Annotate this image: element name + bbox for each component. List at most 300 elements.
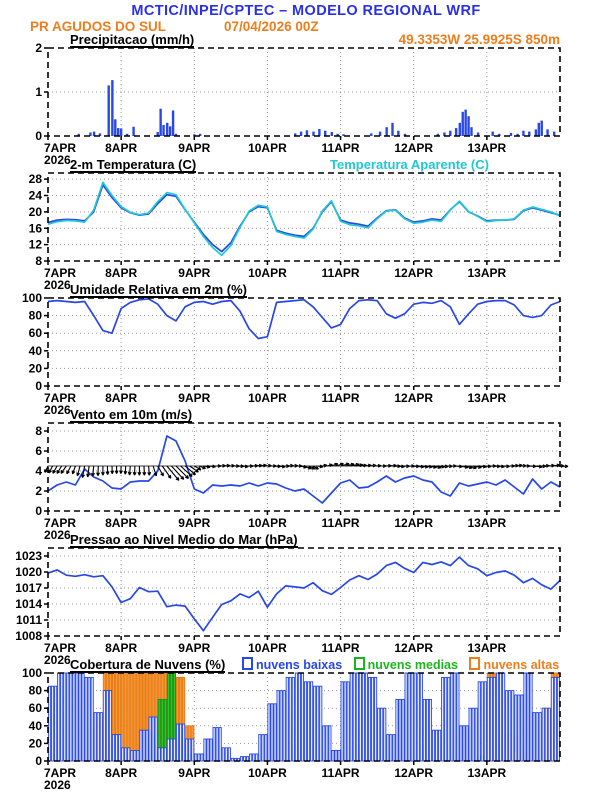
x-tick-label: 7APR	[44, 641, 77, 655]
cloud-bar	[301, 673, 303, 761]
y-tick-label: 0	[35, 504, 42, 518]
cloud-bar	[414, 673, 416, 761]
x-tick-label: 8APR	[105, 391, 138, 405]
cloud-bar	[58, 673, 60, 761]
wind-arrow	[133, 466, 136, 475]
high-clouds-swatch-icon	[469, 657, 480, 670]
y-tick-label: 40	[28, 718, 42, 733]
wind-arrow	[318, 465, 323, 468]
cloud-bar	[393, 735, 395, 761]
cloud-bar	[545, 708, 547, 761]
cloud-bar	[140, 730, 142, 761]
cloud-bar	[70, 673, 72, 761]
cloud-bar	[158, 748, 160, 761]
cloud-bar	[61, 673, 63, 761]
legend-item-mid-clouds: nuvens medias	[354, 658, 458, 672]
cloud-bar	[381, 708, 383, 761]
precip-bar	[306, 130, 308, 136]
y-tick-label: 2	[35, 484, 42, 498]
cloud-bar	[146, 730, 148, 761]
x-tick-label: 8APR	[105, 266, 138, 280]
cloud-bar	[192, 739, 194, 761]
cloud-bar	[100, 713, 102, 761]
x-tick-label: 10APR	[248, 766, 287, 780]
cloud-bar	[445, 677, 447, 761]
cloud-bar	[298, 673, 300, 761]
cloud-bar	[426, 699, 428, 761]
cloud-bar	[106, 691, 108, 761]
x-tick-label: 7APR	[44, 516, 77, 530]
wind-arrow	[115, 466, 118, 474]
x-year-label: 2026	[44, 528, 71, 542]
series-line	[48, 185, 560, 252]
x-tick-label: 12APR	[394, 266, 434, 280]
cloud-bar	[109, 691, 111, 761]
y-tick-label: 8	[35, 254, 42, 268]
cloud-bar	[149, 717, 151, 761]
cloud-bar	[228, 748, 230, 761]
x-tick-label: 10APR	[248, 391, 287, 405]
cloud-bar	[439, 730, 441, 761]
precip-bar	[370, 133, 372, 136]
cloud-bar	[326, 726, 328, 761]
cloud-bar	[164, 748, 166, 761]
y-tick-label: 60	[28, 326, 42, 341]
x-tick-label: 9APR	[178, 141, 211, 155]
precip-bar	[464, 110, 466, 136]
precip-bar	[535, 129, 537, 136]
y-tick-label: 1011	[15, 613, 42, 627]
y-tick-label: 6	[35, 444, 42, 458]
station-name: PR AGUDOS DO SUL	[30, 19, 167, 34]
cloud-bar	[503, 673, 505, 761]
cloud-bar	[539, 713, 541, 761]
cloud-bar	[335, 750, 337, 761]
cloud-bar	[527, 673, 529, 761]
cloud-bar	[210, 739, 212, 761]
cloud-bar	[131, 673, 133, 761]
cloud-bar	[408, 673, 410, 761]
cloud-bar	[307, 682, 309, 761]
cloud-bar	[317, 686, 319, 761]
cloud-bar	[231, 758, 233, 761]
precip-bar	[114, 119, 116, 136]
cloud-bar	[134, 673, 136, 761]
y-tick-label: 1017	[15, 581, 42, 595]
cloud-bar	[88, 677, 90, 761]
humidity-series	[48, 299, 560, 339]
cloud-bar	[115, 735, 117, 761]
x-tick-label: 9APR	[178, 766, 211, 780]
cloud-bar	[201, 754, 203, 761]
x-tick-label: 13APR	[467, 141, 507, 155]
wind-arrow	[53, 466, 57, 473]
y-tick-label: 0	[35, 379, 42, 393]
cloud-bar	[493, 677, 495, 761]
x-tick-label: 11APR	[321, 516, 360, 530]
cloud-bar	[451, 673, 453, 761]
cloud-bar	[362, 673, 364, 761]
cloud-bar	[134, 750, 136, 761]
cloud-bar	[442, 677, 444, 761]
x-tick-label: 7APR	[44, 266, 77, 280]
x-tick-label: 7APR	[44, 391, 77, 405]
cloud-bar	[262, 735, 264, 761]
x-tick-label: 10APR	[248, 516, 287, 530]
x-tick-label: 13APR	[467, 391, 507, 405]
cloud-bar	[207, 739, 209, 761]
x-tick-label: 10APR	[248, 641, 287, 655]
cloud-bar	[125, 748, 127, 761]
y-tick-label: 2	[35, 41, 42, 55]
panel-title-humidity: Umidade Relativa em 2m (%)	[70, 282, 248, 297]
precip-bar	[108, 85, 110, 136]
x-year-label: 2026	[44, 778, 71, 792]
series-line	[48, 436, 560, 503]
y-tick-label: 24	[28, 188, 42, 203]
cloud-bar	[512, 691, 514, 761]
cloud-bar	[332, 750, 334, 761]
x-tick-label: 12APR	[394, 391, 434, 405]
y-tick-label: 100	[21, 291, 42, 305]
cloud-bar	[183, 724, 185, 761]
precip-bar	[391, 123, 393, 136]
x-tick-label: 7APR	[44, 766, 77, 780]
cloud-bar	[225, 748, 227, 761]
cloud-bar	[64, 673, 66, 761]
precip-bar	[331, 132, 333, 136]
cloud-bar	[76, 673, 78, 761]
cloud-bar	[496, 673, 498, 761]
y-tick-label: 80	[28, 308, 42, 323]
x-tick-label: 8APR	[105, 516, 138, 530]
panel-clouds	[0, 657, 612, 792]
cloud-bar	[423, 699, 425, 761]
wind-arrow	[111, 466, 114, 474]
wind-arrow	[124, 466, 127, 474]
precip-bar	[318, 129, 320, 136]
cloud-bar	[271, 704, 273, 761]
precip-bar	[455, 128, 457, 136]
panel-title-clouds: Cobertura de Nuvens (%)	[70, 657, 226, 672]
model-title: MCTIC/INPE/CPTEC – MODELO REGIONAL WRF	[131, 3, 481, 19]
cloud-bar	[268, 704, 270, 761]
cloud-bar	[265, 735, 267, 761]
cloud-bar	[274, 704, 276, 761]
cloud-bar	[222, 748, 224, 761]
cloud-bar	[533, 713, 535, 761]
cloud-bar	[277, 691, 279, 761]
cloud-bar	[457, 673, 459, 761]
cloud-bar	[435, 730, 437, 761]
x-tick-label: 13APR	[467, 516, 507, 530]
cloud-bar	[341, 682, 343, 761]
y-tick-label: 12	[28, 237, 42, 252]
low-clouds-swatch-icon	[242, 657, 253, 670]
y-tick-label: 20	[28, 361, 42, 376]
panel-title-temperature: 2-m Temperatura (C)	[70, 157, 197, 172]
y-tick-label: 1020	[15, 565, 42, 579]
cloud-bar	[82, 673, 84, 761]
cloud-bar	[173, 739, 175, 761]
cloud-bar	[179, 724, 181, 761]
cloud-bar	[283, 691, 285, 761]
apparent-temperature-label: Temperatura Aparente (C)	[330, 157, 489, 172]
precip-bar	[510, 133, 512, 136]
cloud-bar	[466, 726, 468, 761]
y-tick-label: 4	[35, 464, 42, 478]
cloud-bar	[548, 708, 550, 761]
x-year-label: 2026	[44, 278, 71, 292]
wind-arrow	[77, 466, 80, 476]
x-tick-label: 9APR	[178, 641, 211, 655]
cloud-bar	[320, 686, 322, 761]
cloud-bar	[128, 748, 130, 761]
cloud-bar	[51, 686, 53, 761]
precip-bar	[462, 112, 464, 136]
cloud-bar	[213, 728, 215, 761]
cloud-bar	[97, 713, 99, 761]
cloud-bar	[344, 682, 346, 761]
cloud-bar	[186, 739, 188, 761]
panel-title-wind: Vento em 10m (m/s)	[70, 407, 193, 422]
panel-title-precipitation: Precipitacao (mm/h)	[70, 32, 195, 47]
precip-bar	[166, 123, 168, 136]
wind-arrow	[106, 466, 109, 475]
cloud-bar	[176, 724, 178, 761]
cloud-bar	[143, 730, 145, 761]
x-tick-label: 13APR	[467, 641, 507, 655]
cloud-bar	[137, 750, 139, 761]
cloud-legend	[242, 657, 567, 672]
precip-bar	[117, 128, 119, 136]
x-tick-label: 11APR	[321, 266, 360, 280]
cloud-bar	[292, 677, 294, 761]
y-tick-label: 40	[28, 343, 42, 358]
cloud-bar	[399, 699, 401, 761]
x-tick-label: 12APR	[394, 766, 434, 780]
cloud-bar	[94, 713, 96, 761]
x-tick-label: 11APR	[321, 766, 360, 780]
cloud-bar	[112, 735, 114, 761]
y-tick-label: 80	[28, 683, 42, 698]
cloud-bar	[454, 673, 456, 761]
cloud-bar	[170, 739, 172, 761]
cloud-bar	[295, 673, 297, 761]
cloud-bar	[329, 726, 331, 761]
precip-bar	[492, 132, 494, 136]
y-tick-label: 0	[35, 129, 42, 143]
cloud-bar	[371, 677, 373, 761]
cloud-bar	[204, 739, 206, 761]
x-tick-label: 8APR	[105, 141, 138, 155]
cloud-bar	[396, 699, 398, 761]
y-tick-label: 1008	[15, 629, 42, 643]
y-tick-label: 20	[28, 736, 42, 751]
x-tick-label: 7APR	[44, 141, 77, 155]
cloud-bar	[311, 682, 313, 761]
cloud-bar	[219, 728, 221, 761]
precip-bar	[169, 126, 171, 136]
cloud-bar	[79, 673, 81, 761]
cloud-bar	[402, 699, 404, 761]
legend-item-low-clouds: nuvens baixas	[242, 658, 342, 672]
cloud-bar	[73, 673, 75, 761]
x-tick-label: 9APR	[178, 266, 211, 280]
series-line	[48, 299, 560, 339]
precip-bar	[541, 121, 543, 136]
run-datetime: 07/04/2026 00Z	[224, 19, 319, 34]
x-tick-label: 13APR	[467, 266, 507, 280]
cloud-bar	[490, 677, 492, 761]
cloud-bar	[411, 673, 413, 761]
cloud-bar	[515, 695, 517, 761]
cloud-bar	[338, 750, 340, 761]
cloud-bar	[131, 750, 133, 761]
clouds-chart	[0, 666, 612, 792]
cloud-bar	[314, 686, 316, 761]
cloud-bar	[387, 735, 389, 761]
panel-title-pressure: Pressao ao Nivel Medio do Mar (hPa)	[70, 532, 298, 547]
cloud-bar	[198, 754, 200, 761]
cloud-bar	[195, 754, 197, 761]
cloud-bar	[256, 754, 258, 761]
precip-bar	[467, 116, 469, 136]
y-tick-label: 100	[21, 666, 42, 680]
x-tick-label: 10APR	[248, 141, 287, 155]
cloud-bar	[359, 673, 361, 761]
cloud-bar	[137, 673, 139, 761]
cloud-bar	[557, 677, 559, 761]
x-tick-label: 12APR	[394, 516, 434, 530]
precip-bar	[470, 127, 472, 136]
precip-bar	[172, 110, 174, 136]
x-tick-label: 11APR	[321, 391, 360, 405]
cloud-bar	[91, 677, 93, 761]
cloud-bar	[240, 757, 242, 761]
plot-frame	[48, 173, 560, 261]
cloud-bar	[375, 677, 377, 761]
cloud-bar	[378, 708, 380, 761]
cloud-bar	[463, 726, 465, 761]
y-tick-label: 1023	[15, 549, 42, 563]
wind-arrow	[49, 466, 53, 473]
plot-frame	[48, 548, 560, 636]
cloud-bar	[469, 708, 471, 761]
y-tick-label: 60	[28, 701, 42, 716]
wind-arrow	[72, 466, 75, 474]
precip-bar	[538, 123, 540, 136]
x-tick-label: 9APR	[178, 516, 211, 530]
cloud-bar	[259, 735, 261, 761]
cloud-bar	[551, 677, 553, 761]
precip-bar	[132, 127, 134, 136]
wind-series	[45, 436, 568, 503]
cloud-bar	[448, 677, 450, 761]
precip-bar	[111, 80, 113, 136]
cloud-bar	[253, 754, 255, 761]
cloud-bar	[155, 717, 157, 761]
cloud-bar	[390, 735, 392, 761]
y-tick-label: 1014	[15, 597, 42, 611]
y-tick-label: 28	[28, 172, 42, 187]
wind-arrow	[102, 466, 105, 475]
cloud-bar	[484, 682, 486, 761]
station-coordinates: 49.3353W 25.9925S 850m	[398, 32, 560, 47]
x-tick-label: 11APR	[321, 141, 360, 155]
mid-clouds-swatch-icon	[354, 657, 365, 670]
legend-item-high-clouds: nuvens altas	[469, 658, 559, 672]
cloud-bar	[216, 728, 218, 761]
cloud-bar	[554, 677, 556, 761]
cloud-bar	[304, 682, 306, 761]
cloud-bar	[405, 673, 407, 761]
cloud-bar	[365, 673, 367, 761]
cloud-bar	[542, 708, 544, 761]
cloud-bar	[286, 677, 288, 761]
cloud-bar	[250, 754, 252, 761]
wind-arrow	[61, 466, 66, 473]
plot-frame	[48, 298, 560, 386]
x-tick-label: 12APR	[394, 641, 434, 655]
cloud-bar	[289, 677, 291, 761]
cloud-bar	[103, 691, 105, 761]
cloud-bar	[472, 708, 474, 761]
wind-arrow	[120, 466, 123, 474]
y-tick-label: 8	[35, 424, 42, 438]
cloud-bar	[323, 726, 325, 761]
y-tick-label: 1	[35, 85, 42, 99]
cloud-bar	[536, 713, 538, 761]
cloud-bar	[67, 673, 69, 761]
cloud-bar	[85, 677, 87, 761]
cloud-bar	[356, 673, 358, 761]
cloud-bar	[167, 739, 169, 761]
cloud-bar	[530, 673, 532, 761]
cloud-bar	[368, 677, 370, 761]
cloud-bar	[350, 673, 352, 761]
x-tick-label: 12APR	[394, 141, 434, 155]
cloud-bar	[509, 691, 511, 761]
x-tick-label: 8APR	[105, 766, 138, 780]
cloud-bar	[119, 735, 121, 761]
y-tick-label: 16	[28, 221, 42, 236]
precip-bar	[459, 123, 461, 136]
clouds-series	[48, 673, 559, 761]
cloud-bar	[524, 673, 526, 761]
cloud-bar	[55, 686, 57, 761]
cloud-bar	[521, 695, 523, 761]
cloud-bar	[420, 673, 422, 761]
cloud-bar	[384, 708, 386, 761]
precip-bar	[120, 129, 122, 136]
cloud-bar	[353, 673, 355, 761]
wind-arrow	[67, 466, 71, 474]
cloud-bar	[122, 748, 124, 761]
x-year-label: 2026	[44, 653, 71, 667]
x-tick-label: 10APR	[248, 266, 287, 280]
cloud-bar	[487, 677, 489, 761]
precip-bar	[159, 109, 161, 136]
cloud-bar	[460, 726, 462, 761]
cloud-bar	[417, 673, 419, 761]
cloud-bar	[189, 739, 191, 761]
cloud-bar	[429, 699, 431, 761]
wind-arrow	[97, 466, 100, 476]
precipitation-series	[78, 80, 556, 136]
cloud-bar	[347, 682, 349, 761]
precip-bar	[300, 132, 302, 136]
